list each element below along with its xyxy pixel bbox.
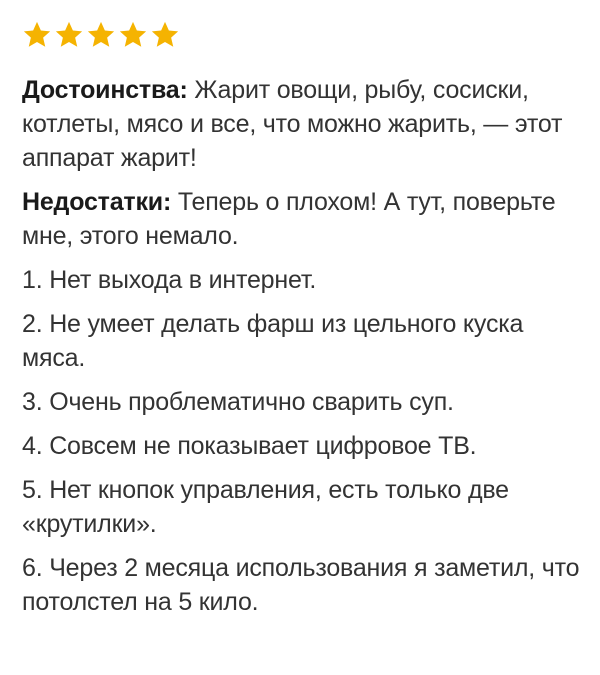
pros-text: Жарит овощи, рыбу, сосиски, котлеты, мясо и все, что можно жарить, — этот аппарат жарит! <box>22 76 563 172</box>
star-icon <box>118 20 148 50</box>
list-item: 5. Нет кнопок управления, есть только две «крутилки». <box>22 476 509 538</box>
star-icon <box>150 20 180 50</box>
star-icon <box>54 20 84 50</box>
review-card <box>22 18 582 619</box>
list-item: 4. Совсем не показывает цифровое ТВ. <box>22 432 477 460</box>
list-item: 6. Через 2 месяца использования я заметил, что потолстел на 5 кило. <box>22 554 580 616</box>
cons-paragraph <box>22 185 582 253</box>
pros-paragraph <box>22 73 582 175</box>
pros-label: Достоинства: <box>22 76 188 104</box>
cons-label: Недостатки: <box>22 188 172 216</box>
list-item: 1. Нет выхода в интернет. <box>22 266 317 294</box>
star-icon <box>22 20 52 50</box>
list-item: 2. Не умеет делать фарш из цельного куска мяса. <box>22 310 524 372</box>
star-icon <box>86 20 116 50</box>
list-item: 3. Очень проблематично сварить суп. <box>22 388 454 416</box>
star-rating <box>22 18 582 52</box>
cons-text: Теперь о плохом! А тут, поверьте мне, этого немало. <box>22 188 556 250</box>
